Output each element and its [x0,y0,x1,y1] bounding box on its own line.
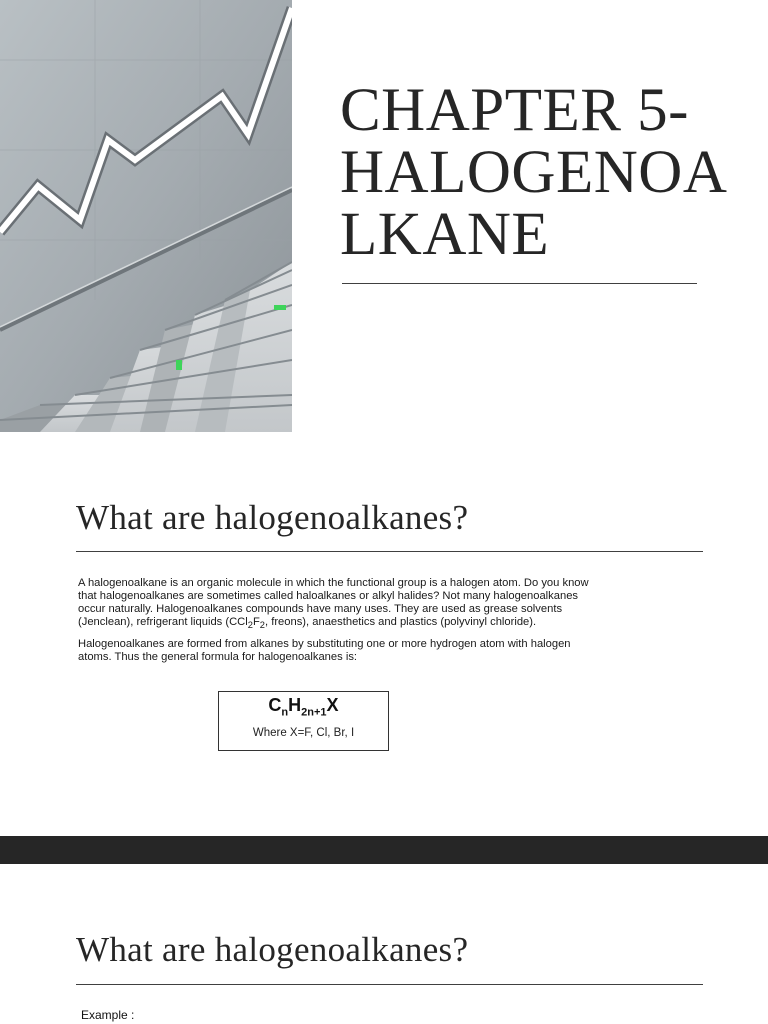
subscript: 2 [247,620,253,631]
slide-body [78,577,598,670]
definition-slide [0,432,768,836]
general-formula-box [218,691,389,751]
formula-carbon: C [268,695,282,715]
example-label: Example : [81,1008,135,1022]
chapter-title: CHAPTER 5- HALOGENOA LKANE [340,77,728,268]
example-slide [0,864,768,1024]
slide-heading: What are halogenoalkanes? [76,930,469,969]
formula-hydrogen: H [288,695,302,715]
heading-underline [76,551,703,552]
slide-heading: What are halogenoalkanes? [76,498,469,537]
staircase-graph-image [0,0,292,432]
formula-note: Where X=F, Cl, Br, I [252,726,355,739]
title-underline [342,283,697,284]
paragraph-definition [78,577,598,632]
slide-separator [0,836,768,864]
paragraph-text-part: , freons), anaesthetics and plastics (polyvinyl chloride). [265,616,537,628]
heading-underline [76,984,703,985]
paragraph-text-part: A halogenoalkane is an organic molecule in which the functional group is a halogen atom. Do you know that halogenoalkanes are sometimes called haloalkanes or alkyl halides? Not many halogenoalkanes occur naturally. Halogenoalkanes compounds have many uses. They are used as grease solvents (Jenclean), refrigerant liquids (CCl [78,577,589,628]
title-slide [0,0,768,432]
paragraph-formation: Halogenoalkanes are formed from alkanes by substituting one or more hydrogen atom with halogen atoms. Thus the general formula for halogenoalkanes is: [78,638,571,664]
paragraph-text-part: F [252,616,260,628]
formula-subscript-n: n [281,706,289,719]
formula-subscript-2n1: 2n+1 [301,706,327,719]
subscript: 2 [259,620,265,631]
formula-halogen: X [326,695,339,715]
general-formula [219,695,388,719]
